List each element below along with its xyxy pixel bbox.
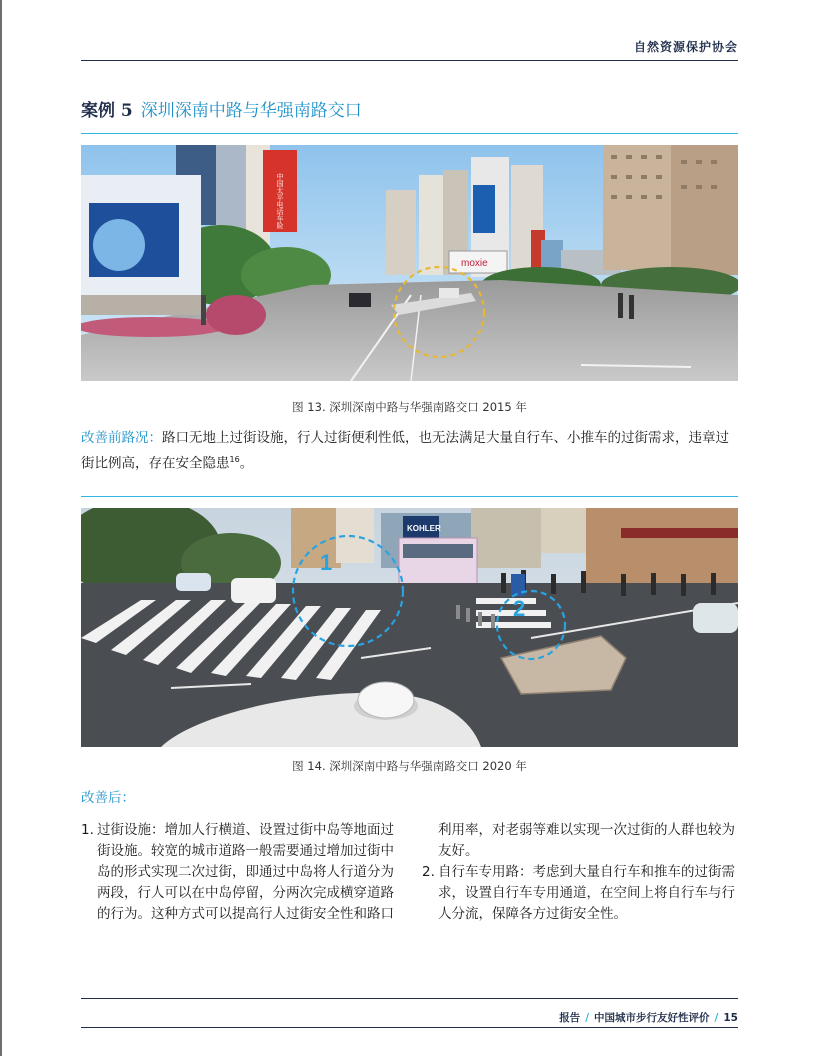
list-number: 2. xyxy=(422,864,435,880)
case-number: 案例 5 xyxy=(81,101,133,121)
marker-1: 1 xyxy=(320,550,333,575)
footnote-ref: 16 xyxy=(229,455,240,464)
figure-13-caption: 图 13. 深圳深南中路与华强南路交口 2015 年 xyxy=(292,400,527,414)
before-paragraph xyxy=(81,428,741,475)
footer-rule-bottom xyxy=(81,1027,738,1028)
before-text: 路口无地上过街设施，行人过街便利性低，也无法满足大量自行车、小推车的过街需求，违章过街比例高，存在安全隐患 xyxy=(81,430,729,472)
red-ad-text: 中国太平电话车险 xyxy=(276,173,284,229)
before-end: 。 xyxy=(239,455,254,472)
list-number: 1. xyxy=(81,822,94,838)
case-heading xyxy=(81,96,362,121)
case-title-rule xyxy=(81,133,738,134)
billboard-moxie: moxie xyxy=(461,258,488,269)
footer-rule-top xyxy=(81,998,738,999)
header-rule xyxy=(81,60,738,61)
header-org-name: 自然资源保护协会 xyxy=(633,40,738,54)
footer-report: 报告 xyxy=(559,1012,581,1024)
before-label: 改善前路况： xyxy=(81,430,162,446)
after-column-left xyxy=(81,820,399,925)
page-edge-line xyxy=(0,0,2,1056)
list-text: 过街设施：增加人行横道、设置过街中岛等地面过街设施。较宽的城市道路一般需要通过增加过街中岛的形式实现二次过街，即通过中岛将人行道分为两段，行人可以在中岛停留，分两次完成横穿道路的行为。这种方式可以提高行人过街安全性和路口 xyxy=(97,822,394,922)
list-item xyxy=(422,862,740,925)
photo-2015-intersection xyxy=(81,145,738,381)
kohler-text: KOHLER xyxy=(407,524,441,533)
case-title: 深圳深南中路与华强南路交口 xyxy=(140,101,362,121)
page-number: 15 xyxy=(723,1012,738,1024)
photo-2020-intersection xyxy=(81,508,738,747)
footer-title: 中国城市步行友好性评价 xyxy=(594,1012,710,1024)
footer: 报告 / 中国城市步行友好性评价 / 15 xyxy=(559,1012,738,1024)
after-column-right xyxy=(422,820,740,925)
list-text: 利用率，对老弱等难以实现一次过街的人群也较为友好。 xyxy=(438,822,735,859)
figure-14-caption: 图 14. 深圳深南中路与华强南路交口 2020 年 xyxy=(292,759,527,773)
after-label: 改善后： xyxy=(81,790,135,806)
list-item-continuation xyxy=(422,820,740,862)
list-text: 自行车专用路：考虑到大量自行车和推车的过街需求，设置自行车专用通道，在空间上将自行车与行人分流，保障各方过街安全性。 xyxy=(438,864,735,922)
list-item xyxy=(81,820,399,925)
section-rule xyxy=(81,496,738,497)
marker-2: 2 xyxy=(513,596,526,621)
